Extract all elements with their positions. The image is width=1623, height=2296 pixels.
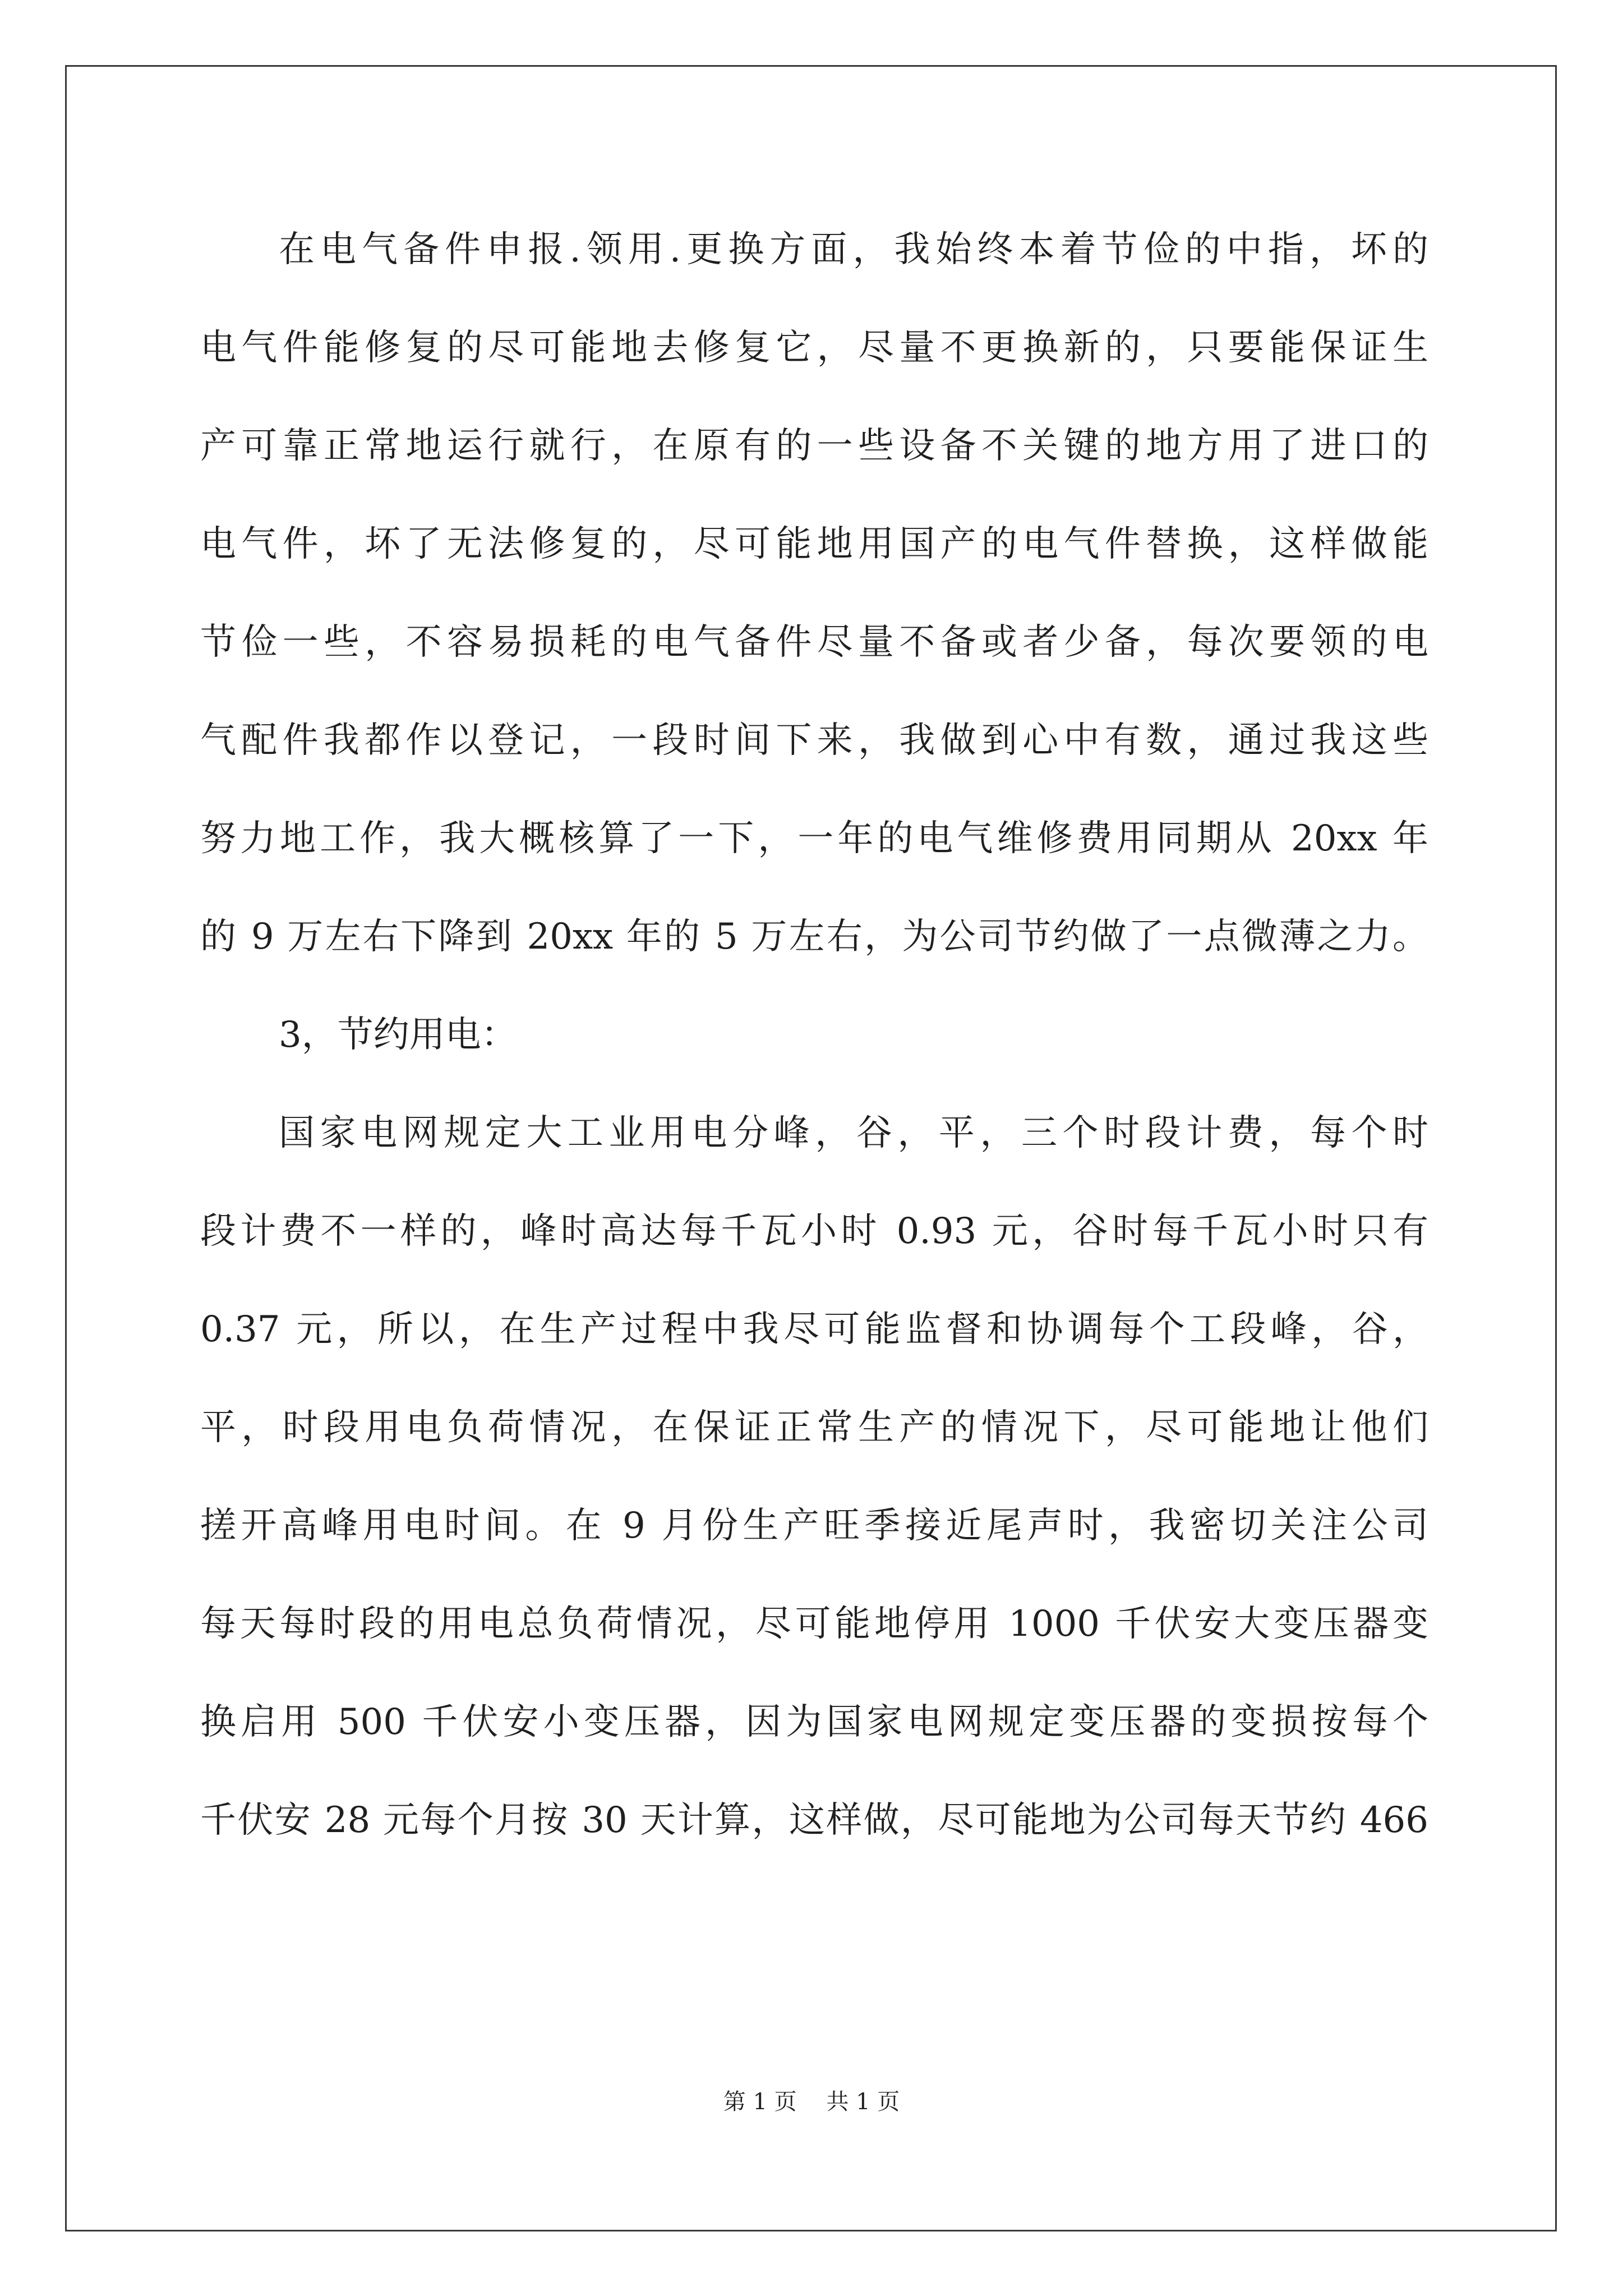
paragraph-line: 0.37 元，所以，在生产过程中我尽可能监督和协调每个工段峰，谷， [200,1309,1428,1350]
page-number: 第 1 页 [723,2089,797,2115]
paragraph-line: 电气件能修复的尽可能地去修复它，尽量不更换新的，只要能保证生 [200,327,1428,369]
paragraph-line: 努力地工作，我大概核算了一下，一年的电气维修费用同期从 20xx 年 [200,818,1428,859]
paragraph-line: 搓开高峰用电时间。在 9 月份生产旺季接近尾声时，我密切关注公司 [200,1505,1428,1547]
paragraph-line: 换启用 500 千伏安小变压器，因为国家电网规定变压器的变损按每个 [200,1701,1428,1743]
page-footer [0,2088,1623,2116]
paragraph-line: 段计费不一样的，峰时高达每千瓦小时 0.93 元，谷时每千瓦小时只有 [200,1211,1428,1252]
paragraph-line: 气配件我都作以登记，一段时间下来，我做到心中有数，通过我这些 [200,720,1428,761]
paragraph-line: 千伏安 28 元每个月按 30 天计算，这样做，尽可能地为公司每天节约 466 [200,1800,1428,1841]
paragraph-line: 在电气备件申报.领用.更换方面，我始终本着节俭的中指，坏的 [279,229,1428,270]
paragraph-line: 国家电网规定大工业用电分峰，谷，平，三个时段计费，每个时 [279,1112,1428,1154]
paragraph-line: 产可靠正常地运行就行，在原有的一些设备不关键的地方用了进口的 [200,425,1428,467]
paragraph-line: 电气件，坏了无法修复的，尽可能地用国产的电气件替换，这样做能 [200,523,1428,565]
section-heading: 3，节约用电： [279,1014,517,1056]
page-total: 共 1 页 [826,2089,900,2115]
paragraph-line: 节俭一些，不容易损耗的电气备件尽量不备或者少备，每次要领的电 [200,622,1428,663]
paragraph-line: 的 9 万左右下降到 20xx 年的 5 万左右，为公司节约做了一点微薄之力。 [200,916,1428,958]
paragraph-line: 每天每时段的用电总负荷情况，尽可能地停用 1000 千伏安大变压器变 [200,1603,1428,1645]
paragraph-line: 平，时段用电负荷情况，在保证正常生产的情况下，尽可能地让他们 [200,1407,1428,1448]
